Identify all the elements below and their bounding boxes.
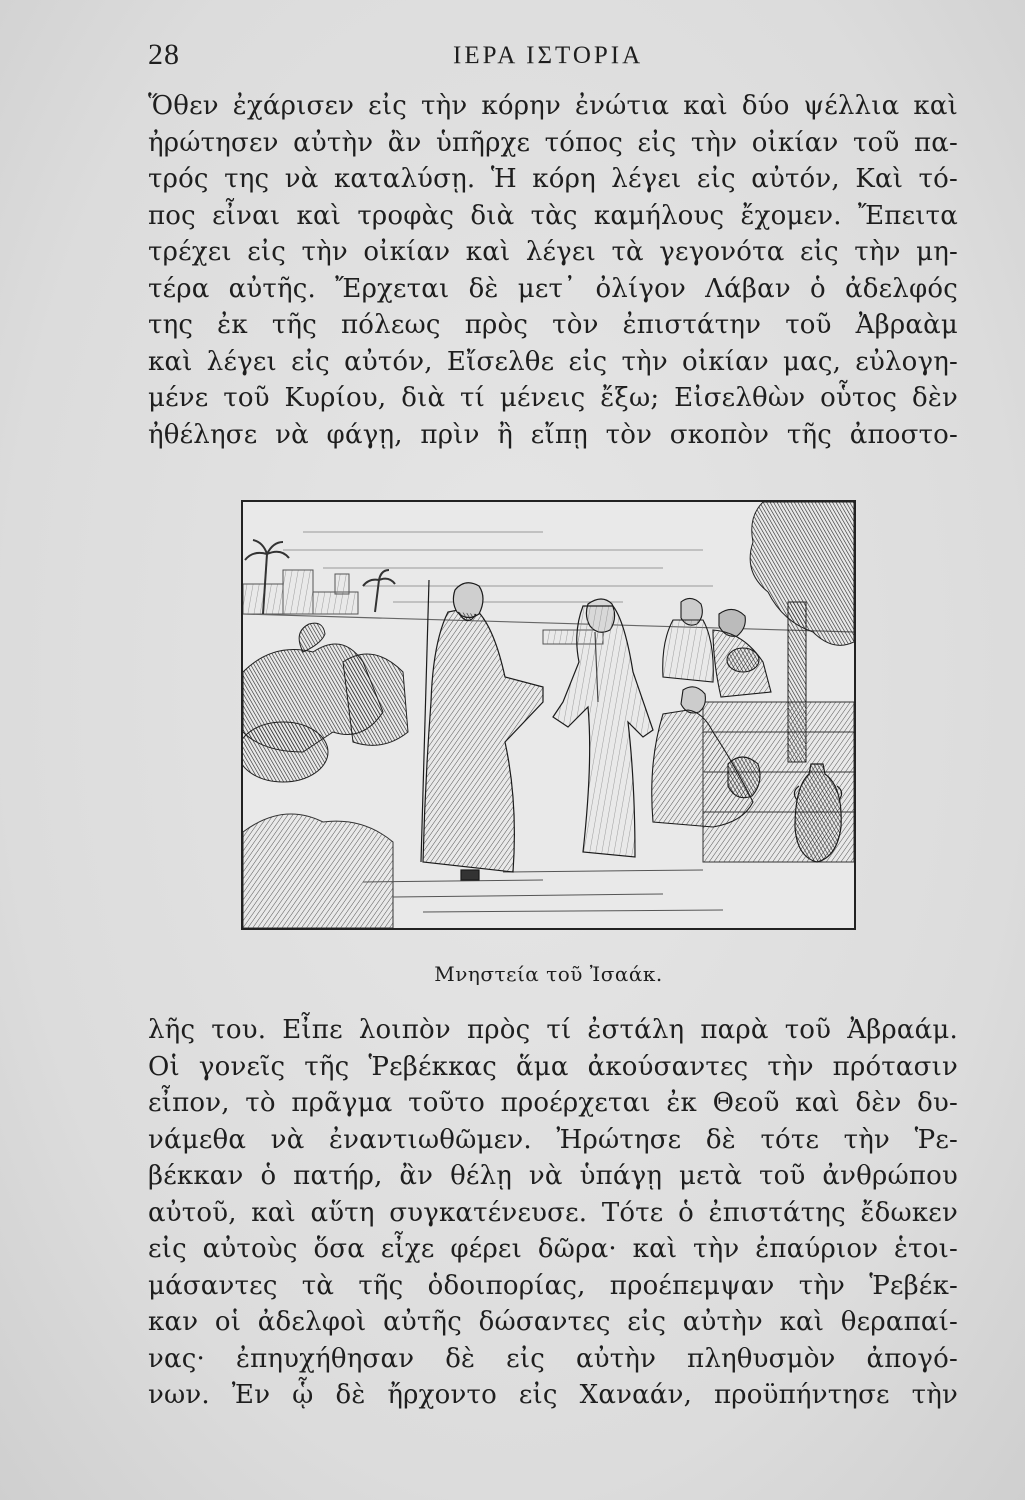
figure-caption: Μνηστεία τοῦ Ἰσαάκ. (434, 962, 663, 986)
text-line: τρός της νὰ καταλύσῃ. Ἡ κόρη λέγει εἰς αὐτόν, Καὶ τό- (148, 164, 958, 194)
text-line: αὐτοῦ, καὶ αὕτη συγκατένευσε. Τότε ὁ ἐπιστάτης ἔδωκεν (148, 1197, 958, 1228)
text-line: τέρα αὐτῆς. Ἔρχεται δὲ μετ᾿ ὀλίγον Λάβαν ὁ ἀδελφός (148, 273, 958, 304)
women-at-well (663, 598, 771, 697)
text-line: Ὅθεν ἐχάρισεν εἰς τὴν κόρην ἐνώτια καὶ δύο ψέλλια καὶ (148, 91, 958, 121)
text-line: νων. Ἐν ᾧ δὲ ἤρχοντο εἰς Χαναάν, προϋπήντησε τὴν (148, 1380, 958, 1410)
text-line: μάσαντες τὰ τῆς ὁδοιπορίας, προέπεμψαν τὴν Ῥεβέκ- (148, 1270, 958, 1301)
running-title: ΙΕΡΑ ΙΣΤΟΡΙΑ (453, 42, 644, 69)
body-text-bottom (148, 1012, 958, 1414)
text-line: μένε τοῦ Κυρίου, διὰ τί μένεις ἔξω; Εἰσελθὼν οὗτος δὲν (148, 383, 958, 413)
text-line: λῆς του. Εἶπε λοιπὸν πρὸς τί ἐστάλη παρὰ τοῦ Ἀβραάμ. (148, 1015, 958, 1045)
text-line: εἰς αὐτοὺς ὅσα εἶχε φέρει δῶρα· καὶ τὴν ἐπαύριον ἑτοι- (148, 1234, 958, 1264)
text-line: βέκκαν ὁ πατήρ, ἂν θέλῃ νὰ ὑπάγῃ μετὰ τοῦ ἀνθρώπου (148, 1161, 958, 1191)
text-line: εἶπον, τὸ πρᾶγμα τοῦτο προέρχεται ἐκ Θεοῦ καὶ δὲν δυ- (148, 1088, 958, 1118)
camels (243, 623, 408, 782)
engraving-drawing (243, 502, 854, 928)
ground (363, 870, 723, 912)
horizon (243, 614, 854, 632)
body-text-top (148, 88, 958, 453)
text-line: της ἐκ τῆς πόλεως πρὸς τὸν ἐπιστάτην τοῦ Ἀβραὰμ (148, 310, 958, 340)
text-line: τρέχει εἰς τὴν οἰκίαν καὶ λέγει τὰ γεγονότα εἰς τὴν μη- (148, 237, 958, 267)
distant-city (243, 570, 603, 644)
foreground-rocks (243, 814, 393, 928)
text-line: ἠρώτησεν αὐτὴν ἂν ὑπῆρχε τόπος εἰς τὴν οἰκίαν τοῦ πα- (148, 127, 958, 158)
text-line: Οἱ γονεῖς τῆς Ῥεβέκκας ἅμα ἀκούσαντες τὴν πρότασιν (148, 1051, 958, 1082)
text-line: πος εἶναι καὶ τροφὰς διὰ τὰς καμήλους ἔχομεν. Ἔπειτα (148, 200, 958, 231)
text-line: καν οἱ ἀδελφοὶ αὐτῆς δώσαντες εἰς αὐτὴν καὶ θεραπαί- (148, 1307, 958, 1337)
page-header (148, 38, 948, 82)
text-line: καὶ λέγει εἰς αὐτόν, Εἴσελθε εἰς τὴν οἰκίαν μας, εὐλογη- (148, 346, 958, 377)
text-line: νας· ἐπηυχήθησαν δὲ εἰς αὐτὴν πληθυσμὸν ἀπογό- (148, 1343, 958, 1374)
engraving-illustration (241, 500, 856, 930)
page-number: 28 (148, 38, 180, 71)
servant-figure (421, 580, 543, 880)
text-line: ἠθέλησε νὰ φάγῃ, πρὶν ἢ εἴπῃ τὸν σκοπὸν τῆς ἀποστο- (148, 419, 958, 450)
text-line: νάμεθα νὰ ἐναντιωθῶμεν. Ἠρώτησε δὲ τότε τὴν Ῥε- (148, 1124, 958, 1155)
